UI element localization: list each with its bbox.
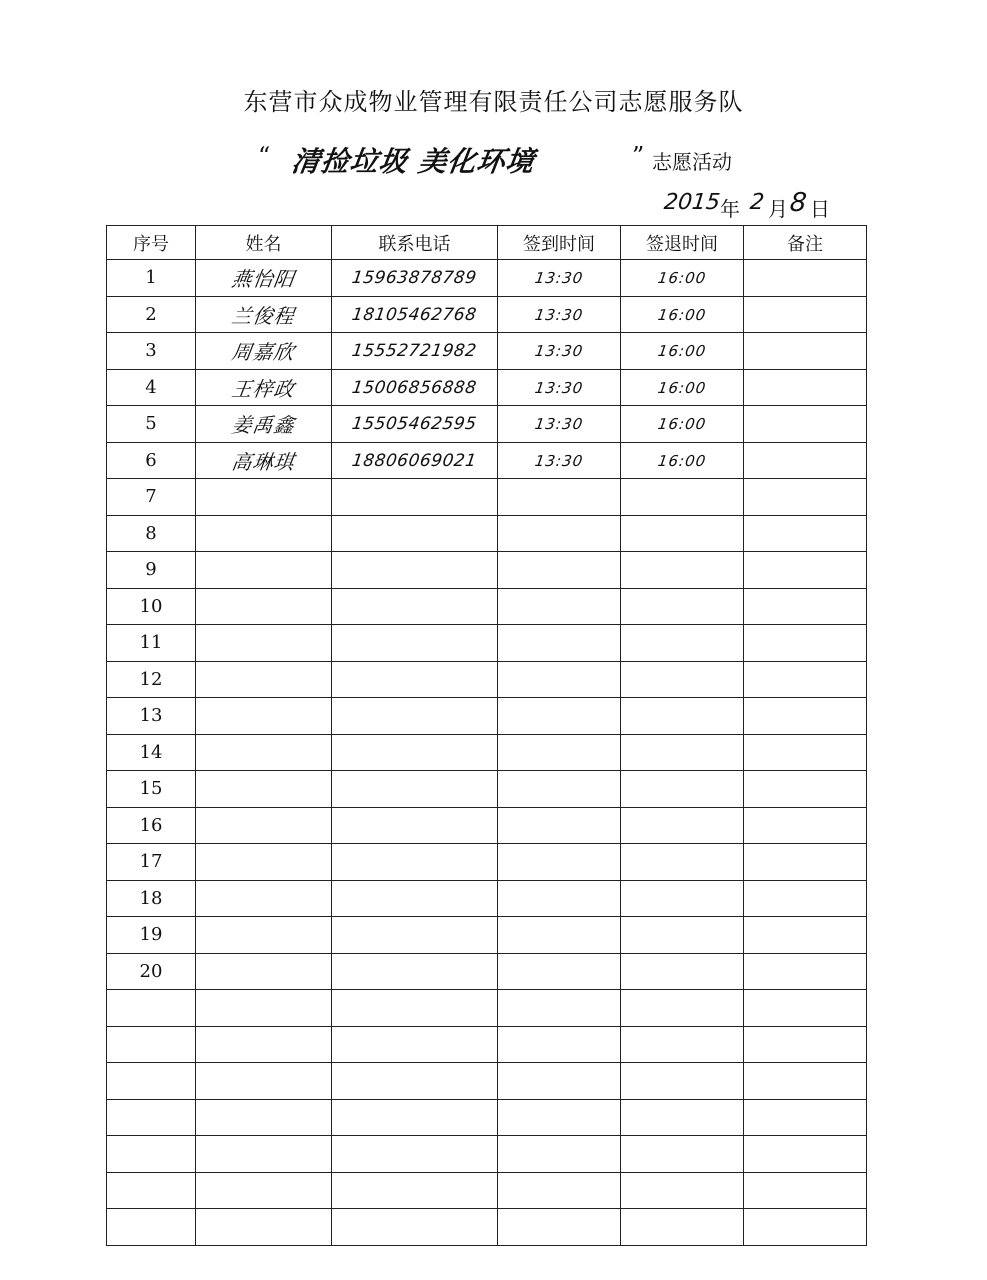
date-day: 8 bbox=[788, 188, 809, 218]
cell-sign-out bbox=[621, 1209, 744, 1246]
cell-sign-in bbox=[498, 1136, 621, 1173]
cell-sign-in bbox=[498, 661, 621, 698]
cell-no: 2 bbox=[107, 296, 196, 333]
cell-note bbox=[744, 260, 867, 297]
cell-note bbox=[744, 880, 867, 917]
cell-sign-out bbox=[621, 807, 744, 844]
cell-phone bbox=[332, 1209, 498, 1246]
cell-phone bbox=[332, 333, 498, 370]
cell-note bbox=[744, 844, 867, 881]
cell-sign-in bbox=[498, 333, 621, 370]
table-row bbox=[107, 698, 867, 735]
cell-name bbox=[196, 1136, 332, 1173]
cell-sign-in bbox=[498, 1172, 621, 1209]
cell-note bbox=[744, 1026, 867, 1063]
cell-sign-out-text: 16:00 bbox=[656, 378, 708, 397]
header-sign-in: 签到时间 bbox=[498, 226, 621, 260]
cell-phone bbox=[332, 880, 498, 917]
table-row bbox=[107, 406, 867, 443]
cell-note bbox=[744, 990, 867, 1027]
activity-quote-open: “ bbox=[258, 142, 271, 170]
cell-sign-in bbox=[498, 479, 621, 516]
cell-name bbox=[196, 479, 332, 516]
cell-sign-in bbox=[498, 698, 621, 735]
cell-name bbox=[196, 333, 332, 370]
cell-note bbox=[744, 333, 867, 370]
cell-phone bbox=[332, 625, 498, 662]
table-row bbox=[107, 661, 867, 698]
cell-phone bbox=[332, 771, 498, 808]
cell-note bbox=[744, 479, 867, 516]
cell-name bbox=[196, 1209, 332, 1246]
cell-no: 4 bbox=[107, 369, 196, 406]
cell-sign-in bbox=[498, 1099, 621, 1136]
cell-sign-out bbox=[621, 661, 744, 698]
cell-note bbox=[744, 515, 867, 552]
cell-sign-out bbox=[621, 917, 744, 954]
cell-phone bbox=[332, 734, 498, 771]
cell-note bbox=[744, 1172, 867, 1209]
cell-sign-in bbox=[498, 260, 621, 297]
cell-phone bbox=[332, 260, 498, 297]
table-row bbox=[107, 807, 867, 844]
table-row bbox=[107, 734, 867, 771]
cell-sign-out-text: 16:00 bbox=[656, 415, 708, 434]
cell-sign-out bbox=[621, 734, 744, 771]
cell-no bbox=[107, 1026, 196, 1063]
cell-sign-in-text: 13:30 bbox=[533, 451, 585, 470]
cell-name bbox=[196, 953, 332, 990]
cell-name bbox=[196, 296, 332, 333]
cell-phone bbox=[332, 917, 498, 954]
cell-name bbox=[196, 917, 332, 954]
cell-no bbox=[107, 990, 196, 1027]
cell-sign-out bbox=[621, 296, 744, 333]
cell-phone bbox=[332, 844, 498, 881]
cell-phone bbox=[332, 698, 498, 735]
table-row bbox=[107, 844, 867, 881]
cell-name bbox=[196, 260, 332, 297]
cell-name bbox=[196, 771, 332, 808]
cell-phone-text: 15006856888 bbox=[350, 377, 479, 398]
signup-table bbox=[106, 225, 867, 1246]
date-day-label: 日 bbox=[810, 197, 830, 221]
cell-phone bbox=[332, 369, 498, 406]
table-row bbox=[107, 1209, 867, 1246]
cell-note bbox=[744, 442, 867, 479]
cell-phone bbox=[332, 442, 498, 479]
table-row bbox=[107, 1172, 867, 1209]
cell-no: 13 bbox=[107, 698, 196, 735]
cell-name bbox=[196, 698, 332, 735]
date-month-label: 月 bbox=[768, 197, 788, 221]
cell-sign-in-text: 13:30 bbox=[533, 415, 585, 434]
cell-no: 7 bbox=[107, 479, 196, 516]
cell-name bbox=[196, 1172, 332, 1209]
table-header-row bbox=[107, 226, 867, 260]
cell-sign-out-text: 16:00 bbox=[656, 342, 708, 361]
cell-phone bbox=[332, 1026, 498, 1063]
date-month: 2 bbox=[748, 190, 766, 215]
cell-sign-in bbox=[498, 1209, 621, 1246]
cell-name bbox=[196, 807, 332, 844]
cell-sign-in bbox=[498, 807, 621, 844]
table-row bbox=[107, 917, 867, 954]
cell-note bbox=[744, 807, 867, 844]
cell-no: 20 bbox=[107, 953, 196, 990]
activity-line bbox=[0, 140, 987, 180]
table-row bbox=[107, 625, 867, 662]
cell-sign-out-text: 16:00 bbox=[656, 451, 708, 470]
table-row bbox=[107, 479, 867, 516]
cell-sign-out bbox=[621, 953, 744, 990]
cell-sign-in bbox=[498, 442, 621, 479]
cell-no: 5 bbox=[107, 406, 196, 443]
cell-name bbox=[196, 734, 332, 771]
cell-name bbox=[196, 990, 332, 1027]
table-row bbox=[107, 771, 867, 808]
cell-phone bbox=[332, 807, 498, 844]
cell-name bbox=[196, 844, 332, 881]
cell-no: 3 bbox=[107, 333, 196, 370]
cell-sign-in bbox=[498, 406, 621, 443]
cell-note bbox=[744, 552, 867, 589]
cell-name-text: 周嘉欣 bbox=[230, 340, 297, 365]
cell-sign-out bbox=[621, 844, 744, 881]
table-row bbox=[107, 990, 867, 1027]
cell-name bbox=[196, 552, 332, 589]
cell-sign-out bbox=[621, 260, 744, 297]
cell-phone bbox=[332, 1136, 498, 1173]
cell-note bbox=[744, 1209, 867, 1246]
cell-name-text: 王梓政 bbox=[230, 376, 297, 401]
cell-sign-in bbox=[498, 515, 621, 552]
cell-no: 18 bbox=[107, 880, 196, 917]
table-row bbox=[107, 1026, 867, 1063]
cell-name bbox=[196, 880, 332, 917]
cell-note bbox=[744, 1063, 867, 1100]
table-row bbox=[107, 880, 867, 917]
cell-sign-in bbox=[498, 1063, 621, 1100]
cell-phone bbox=[332, 552, 498, 589]
date-year-label: 年 bbox=[720, 197, 740, 221]
cell-no: 17 bbox=[107, 844, 196, 881]
cell-phone-text: 18806069021 bbox=[350, 450, 479, 471]
cell-sign-in bbox=[498, 953, 621, 990]
cell-note bbox=[744, 625, 867, 662]
cell-no: 9 bbox=[107, 552, 196, 589]
cell-note bbox=[744, 1136, 867, 1173]
cell-sign-in bbox=[498, 771, 621, 808]
cell-name bbox=[196, 369, 332, 406]
cell-sign-in bbox=[498, 734, 621, 771]
cell-sign-out bbox=[621, 1099, 744, 1136]
cell-sign-out bbox=[621, 479, 744, 516]
cell-sign-out bbox=[621, 990, 744, 1027]
cell-sign-out bbox=[621, 1063, 744, 1100]
cell-note bbox=[744, 406, 867, 443]
date-year: 2015 bbox=[662, 190, 722, 215]
cell-no: 12 bbox=[107, 661, 196, 698]
table-body bbox=[107, 260, 867, 1246]
cell-sign-in bbox=[498, 990, 621, 1027]
cell-sign-in bbox=[498, 552, 621, 589]
table-row bbox=[107, 1136, 867, 1173]
cell-sign-in-text: 13:30 bbox=[533, 378, 585, 397]
cell-phone-text: 18105462768 bbox=[350, 304, 479, 325]
cell-phone bbox=[332, 406, 498, 443]
cell-no bbox=[107, 1099, 196, 1136]
cell-sign-out bbox=[621, 1172, 744, 1209]
header-name: 姓名 bbox=[196, 226, 332, 260]
cell-note bbox=[744, 734, 867, 771]
cell-sign-out bbox=[621, 442, 744, 479]
cell-sign-in bbox=[498, 369, 621, 406]
header-no: 序号 bbox=[107, 226, 196, 260]
activity-name: 清捡垃圾 美化环境 bbox=[289, 145, 537, 178]
cell-sign-out bbox=[621, 1136, 744, 1173]
cell-name bbox=[196, 442, 332, 479]
cell-phone bbox=[332, 661, 498, 698]
cell-note bbox=[744, 917, 867, 954]
cell-sign-out bbox=[621, 625, 744, 662]
cell-sign-out bbox=[621, 515, 744, 552]
cell-name-text: 燕怡阳 bbox=[230, 267, 297, 292]
cell-no: 10 bbox=[107, 588, 196, 625]
cell-no: 15 bbox=[107, 771, 196, 808]
organization-title: 东营市众成物业管理有限责任公司志愿服务队 bbox=[243, 88, 744, 116]
cell-name-text: 兰俊程 bbox=[230, 303, 297, 328]
cell-phone bbox=[332, 953, 498, 990]
cell-sign-in-text: 13:30 bbox=[533, 342, 585, 361]
cell-sign-out bbox=[621, 698, 744, 735]
table-row bbox=[107, 333, 867, 370]
cell-sign-in bbox=[498, 625, 621, 662]
cell-sign-out bbox=[621, 333, 744, 370]
cell-phone bbox=[332, 296, 498, 333]
cell-sign-in bbox=[498, 1026, 621, 1063]
cell-note bbox=[744, 296, 867, 333]
cell-note bbox=[744, 588, 867, 625]
cell-phone bbox=[332, 588, 498, 625]
cell-sign-out bbox=[621, 406, 744, 443]
cell-no: 6 bbox=[107, 442, 196, 479]
cell-note bbox=[744, 953, 867, 990]
cell-sign-in bbox=[498, 844, 621, 881]
table-row bbox=[107, 588, 867, 625]
cell-sign-in bbox=[498, 296, 621, 333]
cell-sign-in bbox=[498, 917, 621, 954]
cell-name bbox=[196, 515, 332, 552]
table-row bbox=[107, 953, 867, 990]
cell-sign-in-text: 13:30 bbox=[533, 269, 585, 288]
cell-no: 19 bbox=[107, 917, 196, 954]
cell-sign-out-text: 16:00 bbox=[656, 269, 708, 288]
cell-no: 8 bbox=[107, 515, 196, 552]
cell-sign-in-text: 13:30 bbox=[533, 305, 585, 324]
cell-sign-out bbox=[621, 1026, 744, 1063]
cell-name bbox=[196, 1099, 332, 1136]
cell-phone bbox=[332, 479, 498, 516]
cell-note bbox=[744, 698, 867, 735]
header-sign-out: 签退时间 bbox=[621, 226, 744, 260]
cell-no bbox=[107, 1136, 196, 1173]
activity-quote-close: ” bbox=[632, 142, 645, 170]
table-row bbox=[107, 260, 867, 297]
table-row bbox=[107, 296, 867, 333]
cell-phone-text: 15963878789 bbox=[350, 268, 479, 289]
cell-sign-out bbox=[621, 588, 744, 625]
cell-sign-out-text: 16:00 bbox=[656, 305, 708, 324]
cell-no: 1 bbox=[107, 260, 196, 297]
cell-note bbox=[744, 1099, 867, 1136]
cell-phone-text: 15552721982 bbox=[350, 341, 479, 362]
header-note: 备注 bbox=[744, 226, 867, 260]
cell-no bbox=[107, 1063, 196, 1100]
table-row bbox=[107, 552, 867, 589]
cell-no: 14 bbox=[107, 734, 196, 771]
table-row bbox=[107, 1099, 867, 1136]
cell-note bbox=[744, 771, 867, 808]
cell-name bbox=[196, 661, 332, 698]
cell-sign-out bbox=[621, 552, 744, 589]
cell-name-text: 高琳琪 bbox=[230, 449, 297, 474]
cell-name bbox=[196, 1026, 332, 1063]
cell-phone-text: 15505462595 bbox=[350, 414, 479, 435]
cell-no bbox=[107, 1209, 196, 1246]
table-row bbox=[107, 442, 867, 479]
cell-sign-in bbox=[498, 588, 621, 625]
cell-note bbox=[744, 661, 867, 698]
cell-name-text: 姜禹鑫 bbox=[230, 413, 297, 438]
cell-no bbox=[107, 1172, 196, 1209]
cell-phone bbox=[332, 990, 498, 1027]
activity-suffix: 志愿活动 bbox=[652, 150, 732, 174]
cell-phone bbox=[332, 1063, 498, 1100]
cell-no: 11 bbox=[107, 625, 196, 662]
cell-name bbox=[196, 588, 332, 625]
cell-phone bbox=[332, 1099, 498, 1136]
cell-sign-out bbox=[621, 771, 744, 808]
cell-name bbox=[196, 625, 332, 662]
table-row bbox=[107, 1063, 867, 1100]
cell-phone bbox=[332, 1172, 498, 1209]
table-row bbox=[107, 369, 867, 406]
cell-name bbox=[196, 1063, 332, 1100]
table-row bbox=[107, 515, 867, 552]
header-phone: 联系电话 bbox=[332, 226, 498, 260]
cell-note bbox=[744, 369, 867, 406]
cell-phone bbox=[332, 515, 498, 552]
cell-name bbox=[196, 406, 332, 443]
cell-no: 16 bbox=[107, 807, 196, 844]
cell-sign-out bbox=[621, 880, 744, 917]
cell-sign-out bbox=[621, 369, 744, 406]
cell-sign-in bbox=[498, 880, 621, 917]
